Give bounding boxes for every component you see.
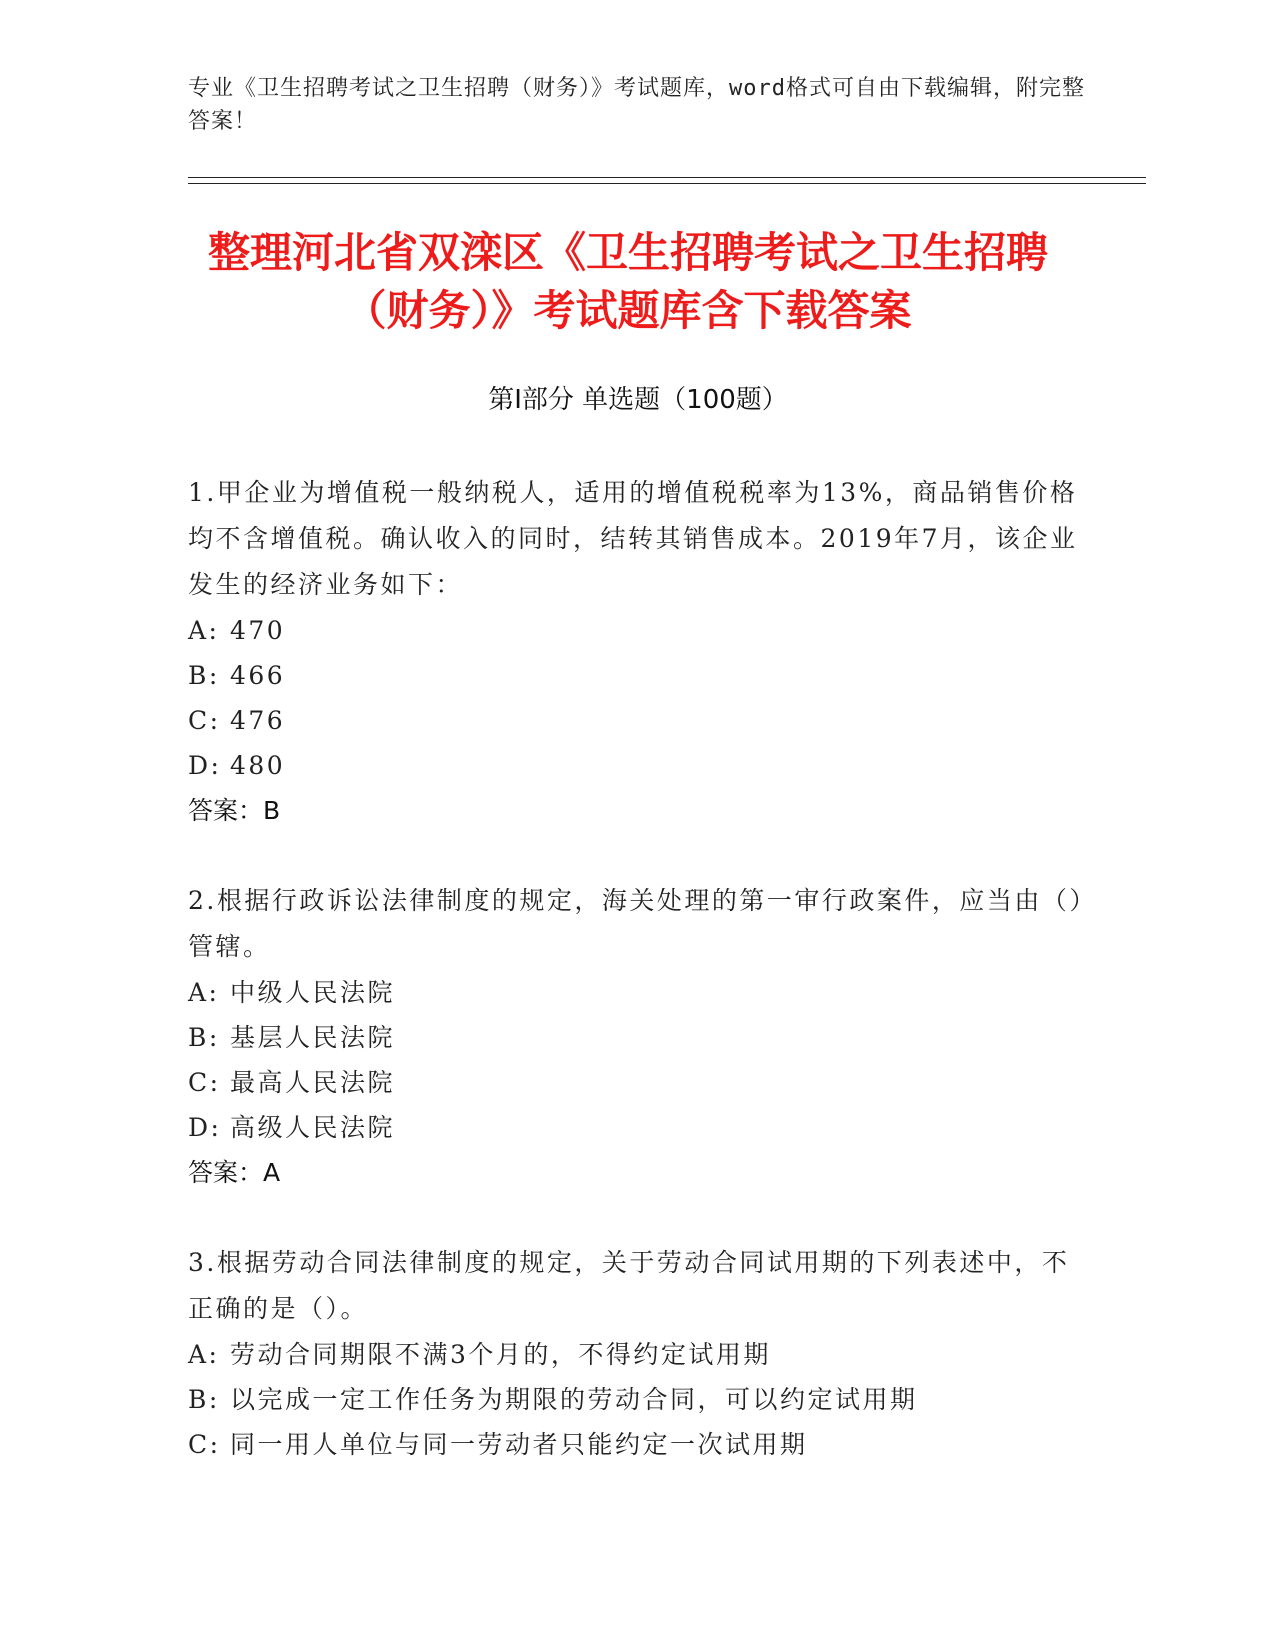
header-note: 专业《卫生招聘考试之卫生招聘（财务）》考试题库，word格式可自由下载编辑，附完整答案！: [188, 76, 1085, 134]
option-text: 480: [230, 751, 286, 780]
option-b: [188, 1015, 1088, 1060]
option-text: 劳动合同期限不满3个月的，不得约定试用期: [230, 1340, 771, 1369]
header-divider-bottom: [188, 183, 1146, 184]
question-1: [188, 470, 1088, 834]
option-c: [188, 698, 1088, 743]
option-letter: A:: [188, 616, 220, 645]
option-letter: C:: [188, 1068, 221, 1097]
option-letter: C:: [188, 1430, 221, 1459]
option-letter: C:: [188, 706, 221, 735]
option-text: 同一用人单位与同一劳动者只能约定一次试用期: [230, 1430, 808, 1459]
option-letter: B:: [188, 1023, 220, 1052]
option-text: 基层人民法院: [230, 1023, 396, 1052]
question-text: 2.根据行政诉讼法律制度的规定，海关处理的第一审行政案件，应当由（）管辖。: [188, 886, 1085, 961]
option-text: 最高人民法院: [230, 1068, 396, 1097]
option-letter: D:: [188, 751, 222, 780]
answer-line: 答案：B: [188, 796, 281, 825]
answer-line: 答案：A: [188, 1158, 281, 1187]
section-heading: 第Ⅰ部分 单选题（100题）: [488, 385, 788, 415]
option-text: 470: [230, 616, 286, 645]
option-c: [188, 1060, 1088, 1105]
option-d: [188, 1105, 1088, 1150]
question-2: [188, 878, 1088, 1196]
option-text: 高级人民法院: [230, 1113, 396, 1142]
option-b: [188, 1377, 1088, 1422]
option-letter: A:: [188, 1340, 220, 1369]
question-3: [188, 1240, 1088, 1467]
header-divider-top: [188, 177, 1146, 178]
option-letter: A:: [188, 978, 220, 1007]
option-letter: B:: [188, 1385, 220, 1414]
option-b: [188, 653, 1088, 698]
option-a: [188, 608, 1088, 653]
document-title: 整理河北省双滦区《卫生招聘考试之卫生招聘（财务）》考试题库含下载答案: [207, 228, 1048, 335]
option-text: 476: [230, 706, 286, 735]
option-a: [188, 970, 1088, 1015]
option-c: [188, 1422, 1088, 1467]
option-d: [188, 743, 1088, 788]
option-letter: B:: [188, 661, 220, 690]
option-text: 以完成一定工作任务为期限的劳动合同，可以约定试用期: [230, 1385, 918, 1414]
option-a: [188, 1332, 1088, 1377]
option-text: 466: [230, 661, 286, 690]
question-list: [188, 470, 1088, 1511]
question-text: 3.根据劳动合同法律制度的规定，关于劳动合同试用期的下列表述中，不正确的是（）。: [188, 1248, 1070, 1323]
option-letter: D:: [188, 1113, 222, 1142]
question-text: 1.甲企业为增值税一般纳税人，适用的增值税税率为13%，商品销售价格均不含增值税。确认收入的同时，结转其销售成本。2019年7月，该企业发生的经济业务如下：: [188, 478, 1078, 599]
option-text: 中级人民法院: [230, 978, 396, 1007]
